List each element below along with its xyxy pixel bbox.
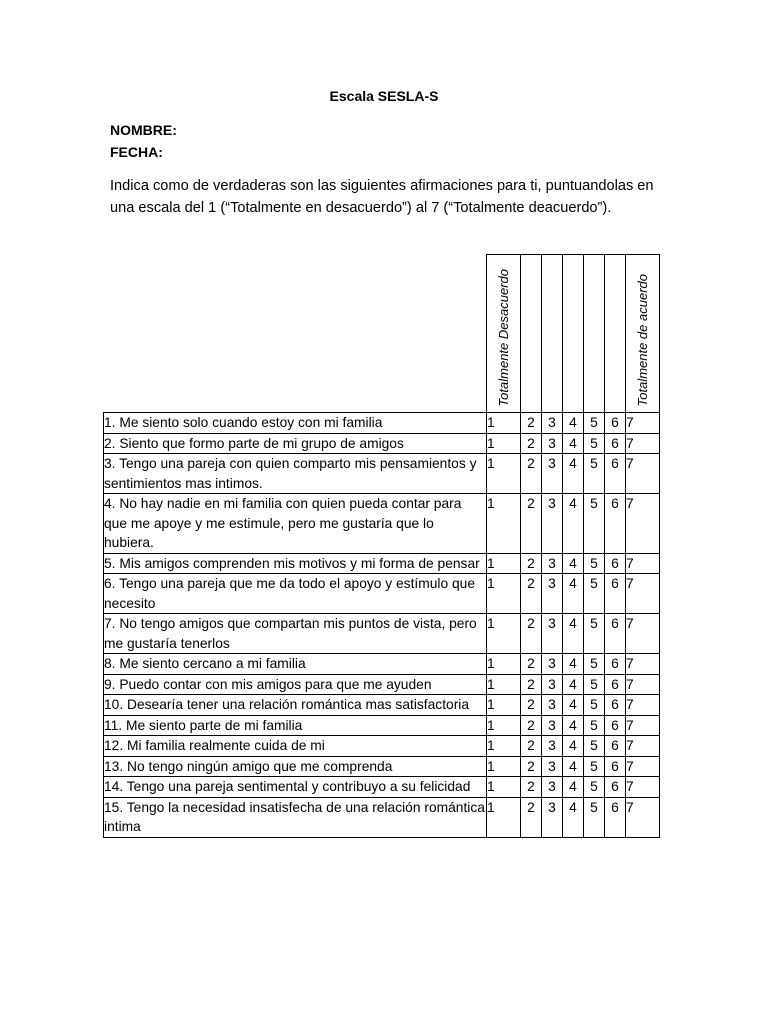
item-statement: 3. Tengo una pareja con quien comparto mis pensamientos y sentimientos mas intimos. [104, 454, 487, 494]
rating-option-2[interactable]: 2 [521, 736, 542, 757]
rating-scale-table [103, 254, 660, 838]
rating-option-2[interactable]: 2 [521, 756, 542, 777]
rating-option-4[interactable]: 4 [563, 454, 584, 494]
rating-option-2[interactable]: 2 [521, 454, 542, 494]
rating-option-3[interactable]: 3 [542, 777, 563, 798]
rating-option-5[interactable]: 5 [584, 574, 605, 614]
rating-option-7[interactable]: 7 [626, 494, 660, 554]
rating-option-4[interactable]: 4 [563, 553, 584, 574]
header-high-anchor [626, 255, 660, 413]
rating-option-3[interactable]: 3 [542, 553, 563, 574]
rating-option-1[interactable]: 1 [487, 797, 521, 837]
rating-option-4[interactable]: 4 [563, 674, 584, 695]
item-statement: 6. Tengo una pareja que me da todo el apoyo y estímulo que necesito [104, 574, 487, 614]
rating-option-4[interactable]: 4 [563, 715, 584, 736]
rating-option-1[interactable]: 1 [487, 413, 521, 434]
item-statement: 1. Me siento solo cuando estoy con mi familia [104, 413, 487, 434]
rating-option-1[interactable]: 1 [487, 654, 521, 675]
item-statement: 11. Me siento parte de mi familia [104, 715, 487, 736]
rating-option-7[interactable]: 7 [626, 756, 660, 777]
rating-option-2[interactable]: 2 [521, 695, 542, 716]
rating-option-6[interactable]: 6 [605, 433, 626, 454]
header-blank-cell [104, 255, 487, 413]
header-empty-5 [584, 255, 605, 413]
table-row [104, 413, 660, 434]
rating-option-5[interactable]: 5 [584, 797, 605, 837]
rating-option-2[interactable]: 2 [521, 614, 542, 654]
header-empty-3 [542, 255, 563, 413]
rating-option-2[interactable]: 2 [521, 574, 542, 614]
scale-low-label: Totalmente Desacuerdo [495, 268, 511, 407]
date-field-label: FECHA: [110, 144, 163, 160]
rating-option-5[interactable]: 5 [584, 454, 605, 494]
rating-option-1[interactable]: 1 [487, 756, 521, 777]
rating-option-3[interactable]: 3 [542, 454, 563, 494]
rating-option-5[interactable]: 5 [584, 553, 605, 574]
rating-option-5[interactable]: 5 [584, 715, 605, 736]
rating-option-6[interactable]: 6 [605, 674, 626, 695]
table-row [104, 494, 660, 554]
rating-option-1[interactable]: 1 [487, 695, 521, 716]
rating-option-5[interactable]: 5 [584, 413, 605, 434]
rating-option-7[interactable]: 7 [626, 715, 660, 736]
rating-option-3[interactable]: 3 [542, 695, 563, 716]
rating-option-7[interactable]: 7 [626, 654, 660, 675]
document-title: Escala SESLA-S [329, 88, 439, 104]
table-row [104, 715, 660, 736]
rating-option-2[interactable]: 2 [521, 715, 542, 736]
rating-option-1[interactable]: 1 [487, 674, 521, 695]
item-statement: 8. Me siento cercano a mi familia [104, 654, 487, 675]
rating-option-5[interactable]: 5 [584, 756, 605, 777]
rating-option-7[interactable]: 7 [626, 413, 660, 434]
rating-option-1[interactable]: 1 [487, 777, 521, 798]
item-statement: 4. No hay nadie en mi familia con quien pueda contar para que me apoye y me estimule, pero me gustaría que lo hubiera. [104, 494, 487, 554]
rating-option-6[interactable]: 6 [605, 715, 626, 736]
rating-option-1[interactable]: 1 [487, 433, 521, 454]
table-row [104, 797, 660, 837]
table-row [104, 574, 660, 614]
rating-option-5[interactable]: 5 [584, 695, 605, 716]
rating-option-3[interactable]: 3 [542, 736, 563, 757]
rating-option-1[interactable]: 1 [487, 454, 521, 494]
header-empty-4 [563, 255, 584, 413]
rating-option-4[interactable]: 4 [563, 777, 584, 798]
rating-option-1[interactable]: 1 [487, 614, 521, 654]
rating-option-6[interactable]: 6 [605, 574, 626, 614]
name-field-label: NOMBRE: [110, 122, 177, 138]
table-row [104, 654, 660, 675]
rating-option-6[interactable]: 6 [605, 494, 626, 554]
rating-option-7[interactable]: 7 [626, 433, 660, 454]
rating-option-4[interactable]: 4 [563, 736, 584, 757]
table-row [104, 433, 660, 454]
table-row [104, 553, 660, 574]
rating-option-3[interactable]: 3 [542, 413, 563, 434]
rating-option-3[interactable]: 3 [542, 574, 563, 614]
rating-option-4[interactable]: 4 [563, 756, 584, 777]
rating-option-6[interactable]: 6 [605, 454, 626, 494]
rating-option-2[interactable]: 2 [521, 654, 542, 675]
item-statement: 7. No tengo amigos que compartan mis puntos de vista, pero me gustaría tenerlos [104, 614, 487, 654]
rating-option-6[interactable]: 6 [605, 756, 626, 777]
rating-option-2[interactable]: 2 [521, 494, 542, 554]
instructions-text: Indica como de verdaderas son las siguientes afirmaciones para ti, puntuandolas en una escala del 1 (“Totalmente en desacuerdo”) al 7 (“Totalmente deacuerdo”). [110, 178, 654, 216]
item-statement: 2. Siento que formo parte de mi grupo de amigos [104, 433, 487, 454]
rating-option-1[interactable]: 1 [487, 494, 521, 554]
rating-option-4[interactable]: 4 [563, 654, 584, 675]
rating-option-4[interactable]: 4 [563, 494, 584, 554]
table-row [104, 756, 660, 777]
rating-option-7[interactable]: 7 [626, 797, 660, 837]
header-low-anchor [487, 255, 521, 413]
rating-option-5[interactable]: 5 [584, 494, 605, 554]
item-statement: 14. Tengo una pareja sentimental y contribuyo a su felicidad [104, 777, 487, 798]
rating-option-5[interactable]: 5 [584, 777, 605, 798]
rating-option-1[interactable]: 1 [487, 715, 521, 736]
rating-option-5[interactable]: 5 [584, 614, 605, 654]
rating-option-7[interactable]: 7 [626, 674, 660, 695]
rating-option-5[interactable]: 5 [584, 674, 605, 695]
rating-option-2[interactable]: 2 [521, 777, 542, 798]
rating-option-1[interactable]: 1 [487, 553, 521, 574]
rating-option-3[interactable]: 3 [542, 715, 563, 736]
rating-option-7[interactable]: 7 [626, 736, 660, 757]
rating-option-6[interactable]: 6 [605, 797, 626, 837]
rating-option-4[interactable]: 4 [563, 433, 584, 454]
rating-option-2[interactable]: 2 [521, 553, 542, 574]
rating-option-3[interactable]: 3 [542, 756, 563, 777]
item-statement: 10. Desearía tener una relación romántica mas satisfactoria [104, 695, 487, 716]
rating-option-6[interactable]: 6 [605, 614, 626, 654]
item-statement: 5. Mis amigos comprenden mis motivos y mi forma de pensar [104, 553, 487, 574]
rating-option-3[interactable]: 3 [542, 797, 563, 837]
rating-option-2[interactable]: 2 [521, 413, 542, 434]
rating-option-4[interactable]: 4 [563, 695, 584, 716]
rating-option-2[interactable]: 2 [521, 433, 542, 454]
rating-option-2[interactable]: 2 [521, 674, 542, 695]
items-body [104, 413, 660, 838]
rating-option-3[interactable]: 3 [542, 654, 563, 675]
item-statement: 9. Puedo contar con mis amigos para que me ayuden [104, 674, 487, 695]
rating-option-2[interactable]: 2 [521, 797, 542, 837]
rating-option-3[interactable]: 3 [542, 674, 563, 695]
item-statement: 12. Mi familia realmente cuida de mi [104, 736, 487, 757]
rating-option-3[interactable]: 3 [542, 433, 563, 454]
rating-option-7[interactable]: 7 [626, 614, 660, 654]
table-row [104, 736, 660, 757]
scale-header-row [104, 255, 660, 413]
table-row [104, 674, 660, 695]
item-statement: 13. No tengo ningún amigo que me comprenda [104, 756, 487, 777]
table-row [104, 614, 660, 654]
rating-option-6[interactable]: 6 [605, 736, 626, 757]
rating-option-7[interactable]: 7 [626, 695, 660, 716]
item-statement: 15. Tengo la necesidad insatisfecha de una relación romántica intima [104, 797, 487, 837]
rating-option-5[interactable]: 5 [584, 654, 605, 675]
rating-option-6[interactable]: 6 [605, 654, 626, 675]
rating-option-1[interactable]: 1 [487, 736, 521, 757]
rating-option-3[interactable]: 3 [542, 494, 563, 554]
rating-option-5[interactable]: 5 [584, 433, 605, 454]
scale-high-label: Totalmente de acuerdo [634, 273, 650, 407]
rating-option-3[interactable]: 3 [542, 614, 563, 654]
rating-option-4[interactable]: 4 [563, 797, 584, 837]
rating-option-6[interactable]: 6 [605, 695, 626, 716]
rating-option-6[interactable]: 6 [605, 777, 626, 798]
rating-option-7[interactable]: 7 [626, 777, 660, 798]
rating-option-7[interactable]: 7 [626, 574, 660, 614]
rating-option-4[interactable]: 4 [563, 574, 584, 614]
header-empty-6 [605, 255, 626, 413]
rating-option-7[interactable]: 7 [626, 454, 660, 494]
rating-option-6[interactable]: 6 [605, 413, 626, 434]
rating-option-4[interactable]: 4 [563, 614, 584, 654]
rating-option-7[interactable]: 7 [626, 553, 660, 574]
header-empty-2 [521, 255, 542, 413]
table-row [104, 695, 660, 716]
rating-option-4[interactable]: 4 [563, 413, 584, 434]
rating-option-6[interactable]: 6 [605, 553, 626, 574]
rating-option-5[interactable]: 5 [584, 736, 605, 757]
table-row [104, 777, 660, 798]
table-row [104, 454, 660, 494]
rating-option-1[interactable]: 1 [487, 574, 521, 614]
